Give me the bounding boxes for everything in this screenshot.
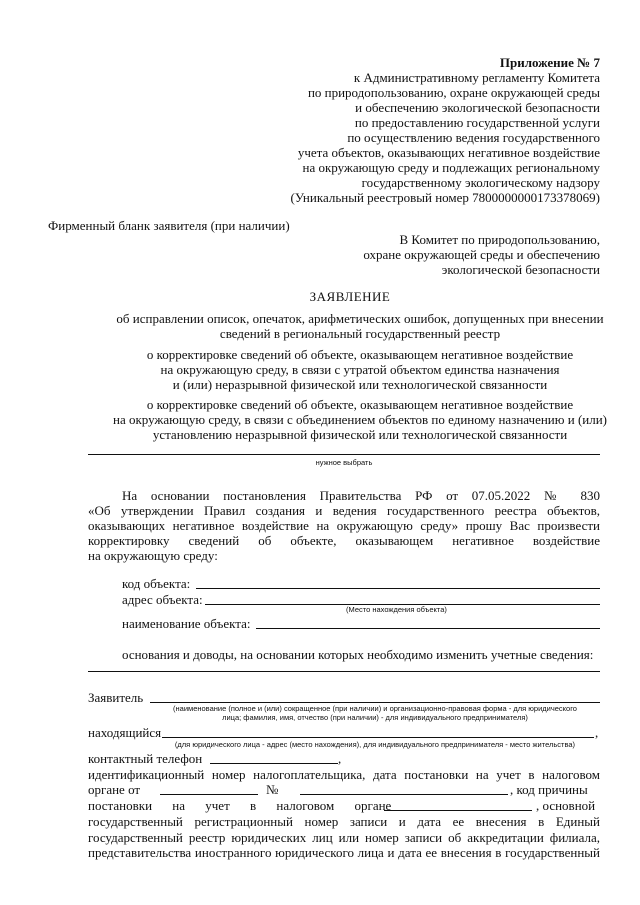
basis-line: оказывающих негативное воздействие на окружающую среду» прошу Вас произвести: [88, 518, 600, 533]
registration-line: государственный реестр юридических лиц или номер записи об аккредитации филиала,: [88, 829, 600, 845]
phone-input[interactable]: [210, 763, 338, 764]
appendix-title: Приложение № 7: [499, 55, 600, 70]
addressee-line: экологической безопасности: [441, 262, 600, 277]
option-line: об исправлении описок, опечаток, арифметических ошибок, допущенных при внесении: [116, 311, 604, 326]
organ-number-input[interactable]: [300, 794, 508, 795]
appendix-line: к Административному регламенту Комитета: [353, 70, 600, 85]
reason-code-label: , код причины: [510, 782, 588, 797]
location-input[interactable]: [162, 737, 594, 738]
object-code-input[interactable]: [196, 588, 600, 589]
appendix-line: по осуществлению ведения государственного: [347, 130, 600, 145]
appendix-line: по природопользованию, охране окружающей среды: [307, 85, 600, 100]
location-label: находящийся: [88, 725, 162, 740]
basis-line: На основании постановления Правительства РФ от 07.05.2022 № 830: [122, 488, 600, 503]
tax-line: идентификационный номер налогоплательщика, дата постановки на учет в налоговом: [88, 767, 600, 782]
object-name-label: наименование объекта:: [122, 616, 251, 631]
appendix-line: на окружающую среду и подлежащих региональному: [302, 160, 600, 175]
appendix-line: по предоставлению государственной услуги: [354, 115, 600, 130]
option-divider-line: [88, 454, 600, 455]
registration-line: представительства иностранного юридического лица и дата ее внесения в государственный: [88, 845, 600, 860]
location-comma: ,: [595, 725, 599, 740]
organ-label: органе от: [88, 782, 141, 797]
registration-line: государственный регистрационный номер записи и дата ее внесения в Единый: [88, 814, 600, 829]
option-line: и (или) неразрывной физической или технологической связанности: [172, 377, 548, 392]
statement-title: ЗАЯВЛЕНИЕ: [309, 289, 391, 304]
option-line: установлению неразрывной физической или технологической связанности: [152, 427, 568, 442]
appendix-line: учета объектов, оказывающих негативное воздействие: [297, 145, 600, 160]
addressee-line: охране окружающей среды и обеспечению: [363, 247, 600, 262]
phone-label: контактный телефон: [88, 751, 203, 766]
option-hint: нужное выбрать: [315, 458, 373, 467]
appendix-line: и обеспечению экологической безопасности: [355, 100, 600, 115]
applicant-hint-2: лица; фамилия, имя, отчество (при наличии) - для индивидуального предпринимателя): [222, 713, 528, 722]
option-line: о корректировке сведений об объекте, оказывающем негативное воздействие: [146, 397, 574, 412]
main-reg-label: , основной: [536, 798, 596, 813]
organ-date-input[interactable]: [160, 794, 258, 795]
number-sign: №: [266, 782, 279, 797]
option-line: на окружающую среду, в связи с объединением объектов по единому назначению и (или): [112, 412, 607, 427]
option-line: о корректировке сведений об объекте, оказывающем негативное воздействие: [146, 347, 574, 362]
grounds-input[interactable]: [88, 671, 600, 672]
applicant-label: Заявитель: [88, 690, 144, 705]
object-code-label: код объекта:: [122, 576, 191, 591]
basis-line-last: на окружающую среду:: [88, 548, 218, 563]
phone-comma: ,: [338, 751, 342, 766]
appendix-line: государственному экологическому надзору: [361, 175, 600, 190]
grounds-label: основания и доводы, на основании которых необходимо изменить учетные сведения:: [122, 647, 594, 662]
letterhead-label: Фирменный бланк заявителя (при наличии): [48, 218, 290, 233]
appendix-line: (Уникальный реестровый номер 7800000000173378069): [290, 190, 600, 205]
option-line: сведений в региональный государственный реестр: [219, 326, 501, 341]
applicant-hint-1: (наименование (полное и (или) сокращенное (при наличии) и организационно-правовая форма - для юридического: [173, 704, 577, 713]
option-line: на окружающую среду, в связи с утратой объектом единства назначения: [160, 362, 560, 377]
object-address-hint: (Место нахождения объекта): [346, 605, 447, 614]
location-hint: (для юридического лица - адрес (место нахождения), для индивидуального предпринимателя - место жительства): [174, 740, 576, 749]
registration-label: постановки на учет в налоговом органе: [88, 798, 392, 813]
object-name-input[interactable]: [256, 628, 600, 629]
basis-line: корректировку сведений об объекте, оказывающем негативное воздействие: [88, 533, 600, 548]
applicant-input[interactable]: [150, 702, 600, 703]
object-address-label: адрес объекта:: [122, 592, 203, 607]
addressee-line: В Комитет по природопользованию,: [399, 232, 600, 247]
registration-input[interactable]: [384, 810, 532, 811]
basis-line: «Об утверждении Правил создания и ведения государственного реестра объектов,: [88, 503, 600, 518]
